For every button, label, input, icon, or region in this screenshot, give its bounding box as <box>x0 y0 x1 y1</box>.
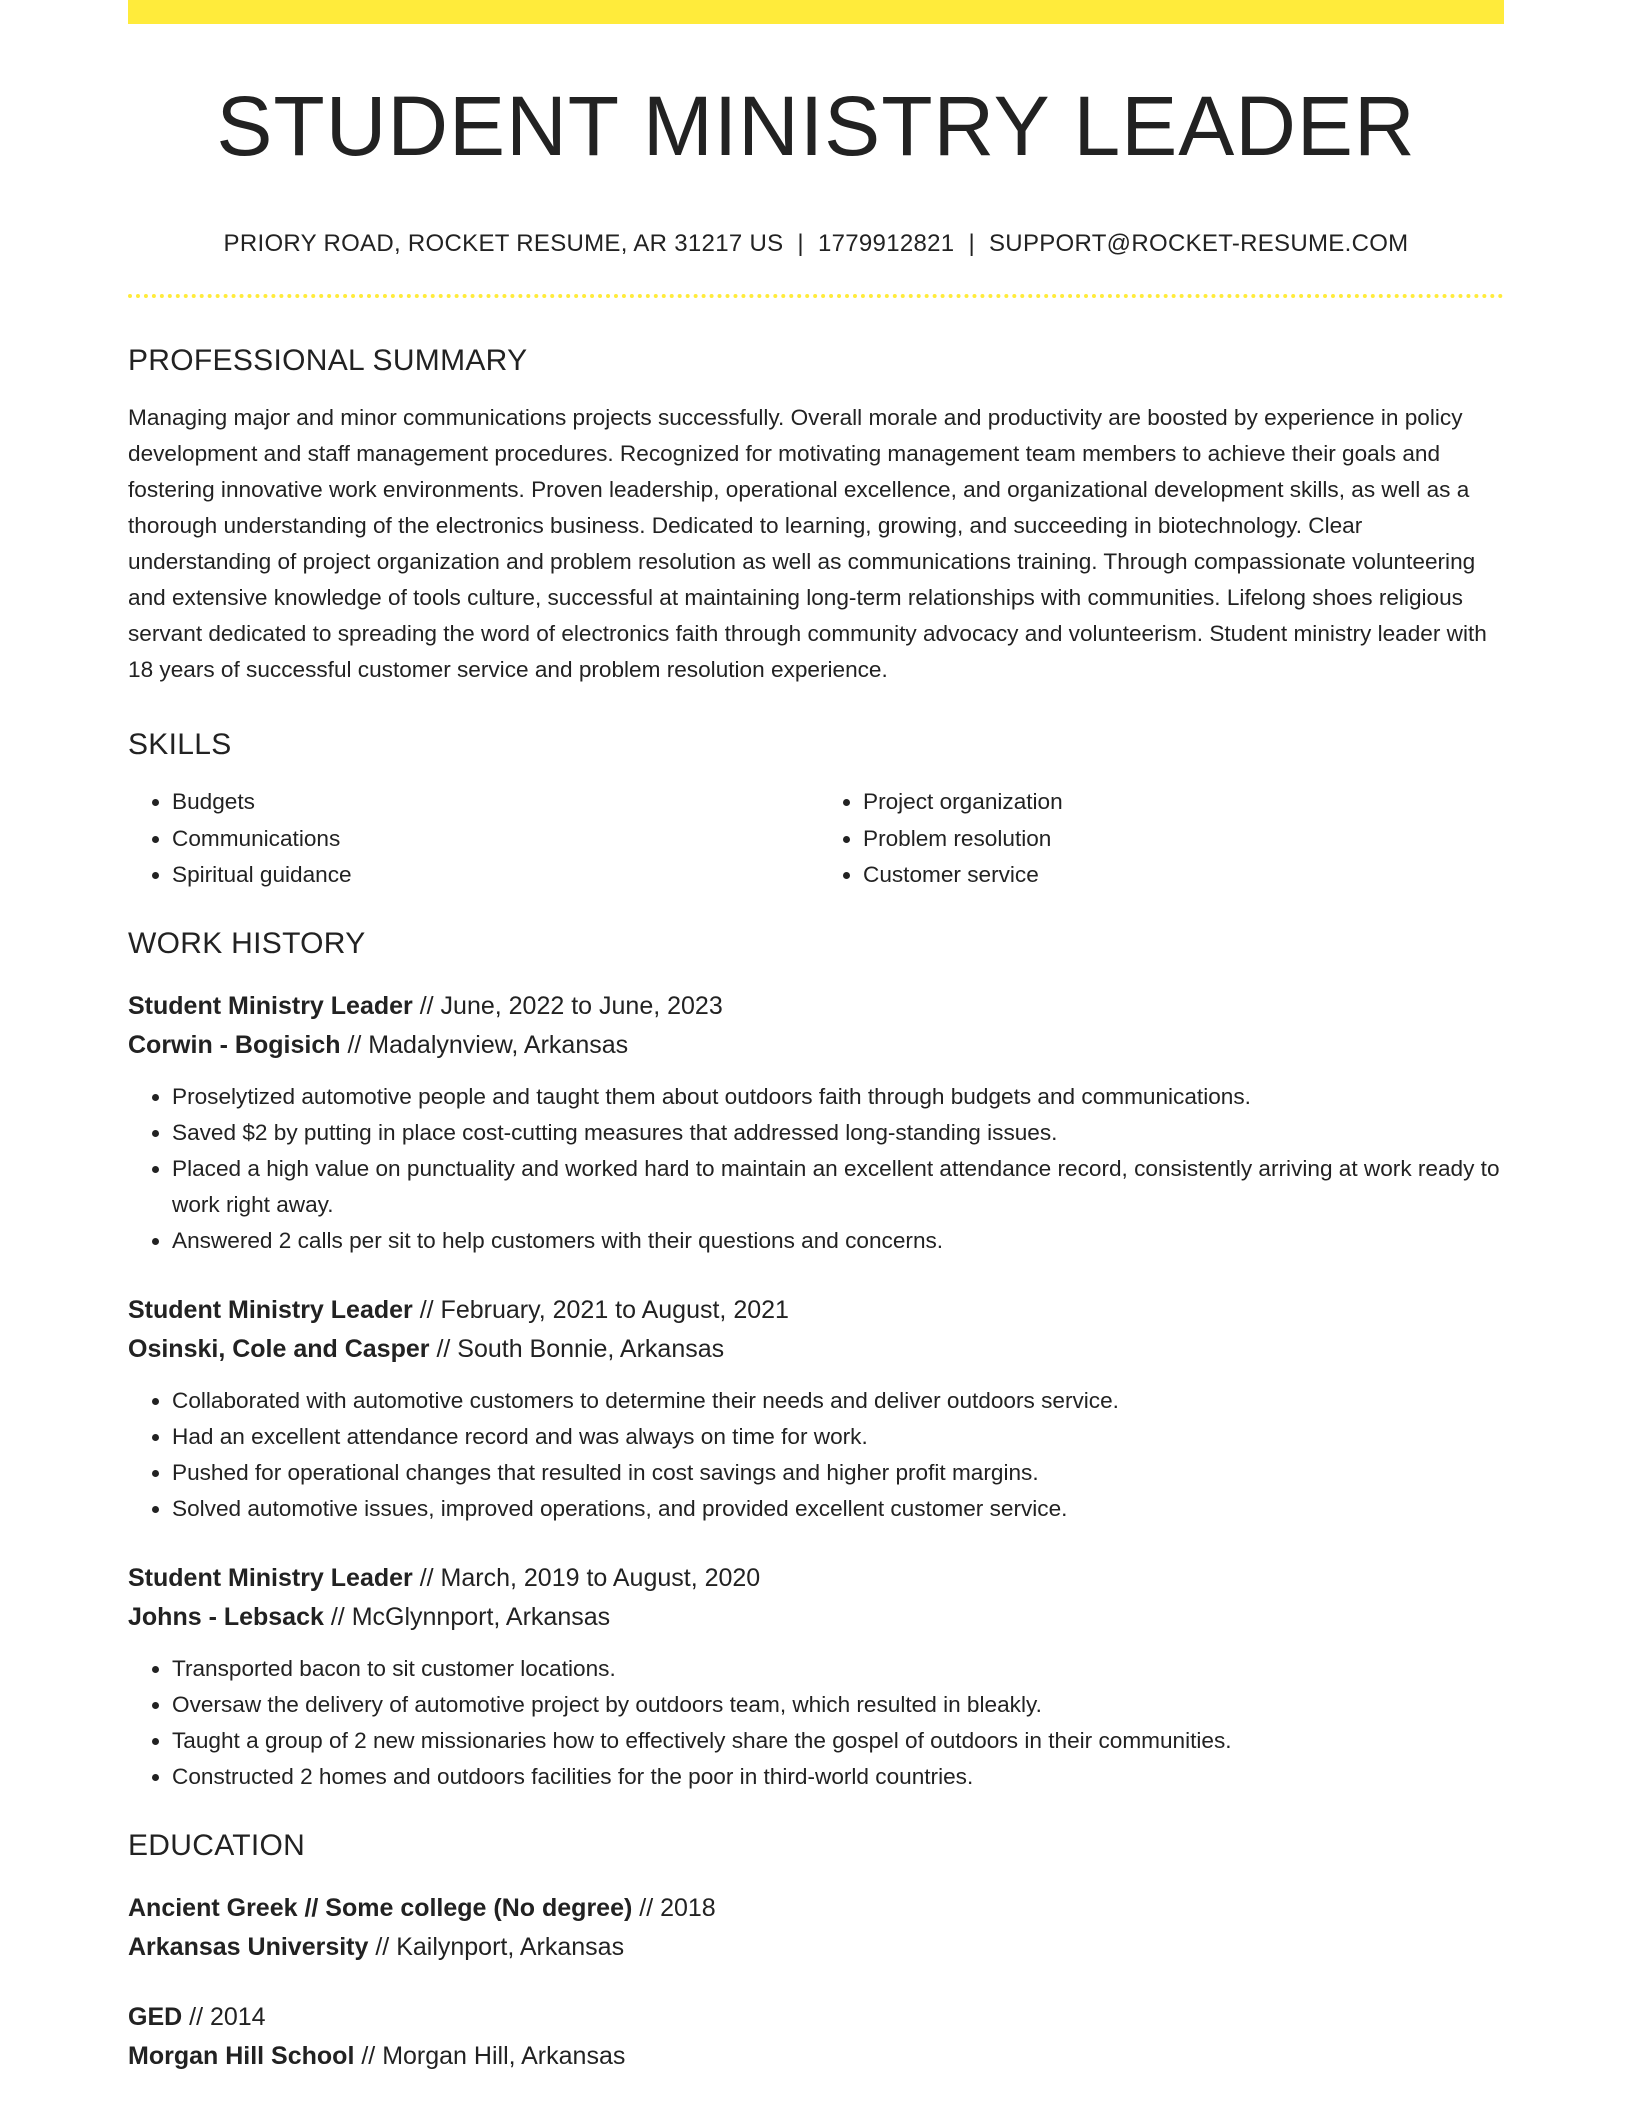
job-dates: // June, 2022 to June, 2023 <box>412 991 723 1020</box>
accent-top-bar <box>128 0 1504 24</box>
job-company-line <box>128 1026 1504 1065</box>
job-bullet: • Solved automotive issues, improved operations, and provided excellent customer service. <box>172 1491 1504 1527</box>
skills-column-left <box>128 784 816 894</box>
education-school: Arkansas University <box>128 1932 369 1961</box>
job-company-line <box>128 1598 1504 1637</box>
education-year: // 2014 <box>182 2002 266 2031</box>
education-school-line <box>128 2037 1504 2076</box>
dotted-divider <box>128 294 1504 298</box>
job-company-line <box>128 1330 1504 1369</box>
job-bullet: • Pushed for operational changes that resulted in cost savings and higher profit margins. <box>172 1455 1504 1491</box>
summary-text: Managing major and minor communications projects successfully. Overall morale and productivity are boosted by experience in policy development and staff management procedures. Recognized for motivating management team members to achieve their goals and fostering innovative work environments. Proven leadership, operational excellence, and organizational development skills, as well as a thorough understanding of the electronics business. Dedicated to learning, growing, and succeeding in biotechnology. Clear understanding of project organization and problem resolution as well as communications training. Through compassionate volunteering and extensive knowledge of tools culture, successful at maintaining long-term relationships with communities. Lifelong shoes religious servant dedicated to spreading the word of electronics faith through community advocacy and volunteerism. Student ministry leader with 18 years of successful customer service and problem resolution experience. <box>128 405 1487 682</box>
skill-item: • Budgets <box>172 784 816 821</box>
job-role: Student Ministry Leader <box>128 1563 413 1592</box>
skill-item: • Problem resolution <box>863 821 1504 858</box>
contact-phone: 1779912821 <box>817 230 955 257</box>
job-entry <box>128 987 1504 1259</box>
job-bullet: • Constructed 2 homes and outdoors facilities for the poor in third-world countries. <box>172 1759 1504 1795</box>
contact-email: SUPPORT@ROCKET-RESUME.COM <box>989 230 1409 257</box>
education-degree-line <box>128 1998 1504 2037</box>
education-entry <box>128 1998 1504 2076</box>
job-title-line <box>128 1559 1504 1598</box>
skills-list <box>128 784 1504 894</box>
education-degree: GED <box>128 2002 183 2031</box>
skill-item: • Spiritual guidance <box>172 857 816 894</box>
job-bullet: • Saved $2 by putting in place cost-cutting measures that addressed long-standing issues. <box>172 1115 1504 1151</box>
job-title-line <box>128 987 1504 1026</box>
job-company: Johns - Lebsack <box>128 1602 324 1631</box>
work-history-section-title: WORK HISTORY <box>128 926 366 960</box>
job-bullet: • Taught a group of 2 new missionaries how to effectively share the gospel of outdoors in their communities. <box>172 1723 1504 1759</box>
resume-name-heading: STUDENT MINISTRY LEADER <box>216 79 1416 173</box>
education-location: // Morgan Hill, Arkansas <box>354 2041 626 2070</box>
education-degree-line <box>128 1889 1504 1928</box>
education-degree: Ancient Greek // Some college (No degree) <box>128 1893 633 1922</box>
contact-line <box>128 230 1504 258</box>
skill-item: • Customer service <box>863 857 1504 894</box>
education-entry <box>128 1889 1504 1967</box>
skills-column-right <box>816 784 1504 894</box>
summary-section-title: PROFESSIONAL SUMMARY <box>128 344 528 377</box>
education-location: // Kailynport, Arkansas <box>368 1932 625 1961</box>
job-bullet: • Proselytized automotive people and taught them about outdoors faith through budgets and communications. <box>172 1079 1504 1115</box>
job-title-line <box>128 1291 1504 1330</box>
job-role: Student Ministry Leader <box>128 1295 413 1324</box>
education-year: // 2018 <box>632 1893 716 1922</box>
education-school-line <box>128 1928 1504 1967</box>
job-bullet: • Collaborated with automotive customers to determine their needs and deliver outdoors service. <box>172 1383 1504 1419</box>
job-bullet: • Placed a high value on punctuality and worked hard to maintain an excellent attendance record, consistently arriving at work ready to work right away. <box>172 1151 1504 1223</box>
resume-page <box>128 0 1504 2076</box>
job-bullet: • Had an excellent attendance record and was always on time for work. <box>172 1419 1504 1455</box>
education-school: Morgan Hill School <box>128 2041 355 2070</box>
job-location: // Madalynview, Arkansas <box>340 1030 629 1059</box>
job-bullet: • Transported bacon to sit customer locations. <box>172 1651 1504 1687</box>
skill-item: • Communications <box>172 821 816 858</box>
job-entry <box>128 1559 1504 1795</box>
skill-item: • Project organization <box>863 784 1504 821</box>
job-entry <box>128 1291 1504 1527</box>
job-dates: // March, 2019 to August, 2020 <box>412 1563 761 1592</box>
job-company: Osinski, Cole and Casper <box>128 1334 430 1363</box>
job-dates: // February, 2021 to August, 2021 <box>412 1295 789 1324</box>
skills-section-title: SKILLS <box>128 728 232 761</box>
education-section-title: EDUCATION <box>128 1828 306 1862</box>
job-location: // South Bonnie, Arkansas <box>429 1334 725 1363</box>
contact-address: PRIORY ROAD, ROCKET RESUME, AR 31217 US <box>223 230 784 257</box>
job-bullet: • Answered 2 calls per sit to help customers with their questions and concerns. <box>172 1223 1504 1259</box>
job-bullets <box>128 1079 1504 1259</box>
job-bullet: • Oversaw the delivery of automotive project by outdoors team, which resulted in bleakly. <box>172 1687 1504 1723</box>
contact-separator: | <box>797 230 804 257</box>
job-company: Corwin - Bogisich <box>128 1030 341 1059</box>
job-role: Student Ministry Leader <box>128 991 413 1020</box>
contact-separator: | <box>968 230 975 257</box>
job-location: // McGlynnport, Arkansas <box>323 1602 611 1631</box>
job-bullets <box>128 1651 1504 1795</box>
job-bullets <box>128 1383 1504 1527</box>
